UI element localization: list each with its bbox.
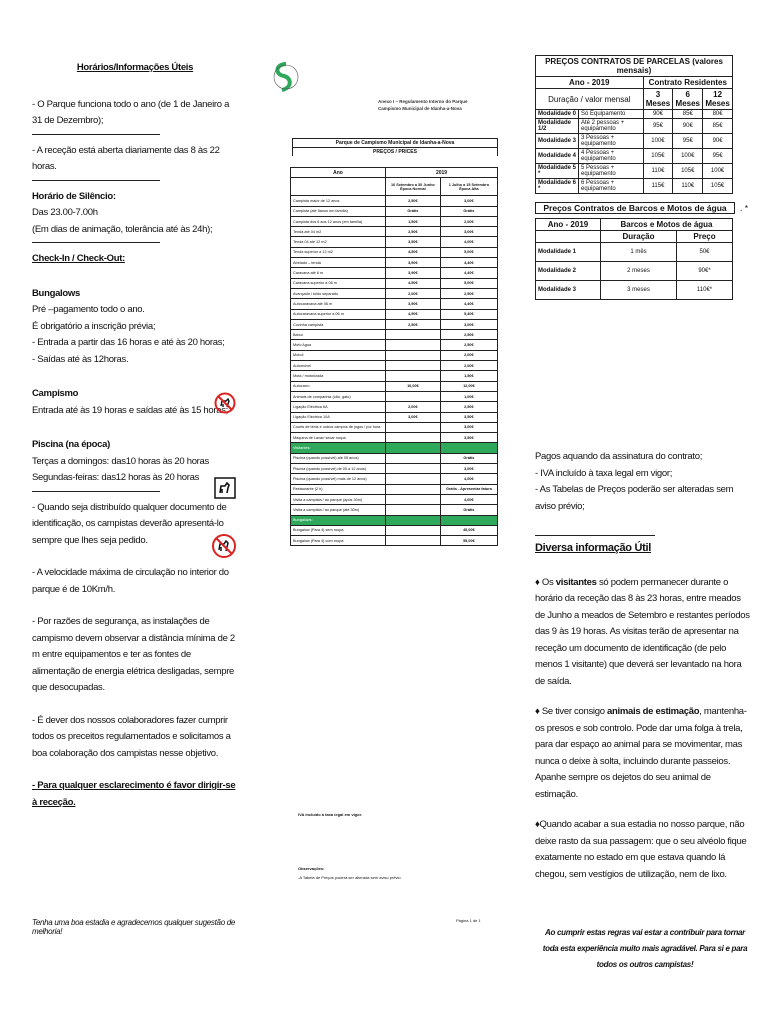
table-row (291, 505, 498, 515)
info-title: Diversa informação Útil (535, 542, 651, 554)
boats-price: Preço (677, 231, 733, 243)
price-normal (386, 361, 441, 371)
price-high: 3,00€ (440, 196, 497, 206)
row-label: Visita a campista / ao parque (após 30m) (291, 494, 386, 504)
right-footer: Ao cumprir estas regras vai estar a contribuir para tornar toda esta experiência muito mais agradável. Para si e para todos os outros campistas! (542, 928, 748, 969)
price-high: 45,00€ (440, 525, 497, 535)
silence-hours: Das 23.00-7.00h (32, 207, 98, 218)
table-row (291, 206, 498, 216)
price-normal: 2,50€ (386, 227, 441, 237)
pets-info (535, 704, 751, 803)
table-row (291, 216, 498, 226)
row-label: Cozinha campista (291, 319, 386, 329)
pets-text: , mantenha-os presos e sob controlo. Pode dar uma folga à trela, para dar espaço ao animal para se movimentar, mas nunca o deixe à solta, incluindo durante passeios. Apanhe sempre os dejetos do seu animal de estimação. (535, 706, 747, 800)
row-label: Ligação Eléctrica 6A (291, 402, 386, 412)
row-label: Caravana superior a 06 m (291, 278, 386, 288)
row-label: Ligação Eléctrica 10A (291, 412, 386, 422)
price-high: 5,40€ (440, 309, 497, 319)
price-high: 3,00€ (440, 464, 497, 474)
table-row (291, 168, 498, 178)
contract-price: 90€ (703, 134, 733, 149)
price-high: 4,40€ (440, 299, 497, 309)
table-row (291, 319, 498, 329)
table-row (536, 149, 733, 164)
price-normal: 3,90€ (386, 258, 441, 268)
pay-line: - IVA incluído à taxa legal em vigor; (535, 467, 673, 479)
price-normal: 2,00€ (386, 402, 441, 412)
price-normal: 10,00€ (386, 381, 441, 391)
price-normal (386, 474, 441, 484)
camping-title: Campismo (32, 388, 79, 399)
row-label: Campista maior de 12 anos (291, 196, 386, 206)
row-label: Bungalow (Para 4) com roupa (291, 536, 386, 546)
contract-price: 110€ (643, 164, 673, 179)
row-label: Atrelado – tenda (291, 258, 386, 268)
table-row (291, 268, 498, 278)
year-label: Ano (291, 168, 386, 178)
row-label: Moto4 (291, 350, 386, 360)
contracts-table (535, 55, 733, 194)
table-row (291, 474, 498, 484)
price-normal (386, 525, 441, 535)
checkin-title: Check-In / Check-Out: (32, 253, 125, 264)
price-normal (386, 330, 441, 340)
price-high: 2,00€ (440, 216, 497, 226)
price-normal (386, 464, 441, 474)
contract-price: 90€ (643, 110, 673, 119)
table-row (291, 178, 498, 196)
price-normal: 1,50€ (386, 216, 441, 226)
boat-duration: 3 meses (601, 281, 677, 300)
price-high: 2,50€ (440, 330, 497, 340)
price-high: 2,00€ (440, 350, 497, 360)
price-normal: 3,50€ (386, 237, 441, 247)
park-header (292, 138, 498, 156)
table-row (536, 219, 733, 231)
season-normal-dates: 16 Setembro a 30 Junho (391, 182, 435, 187)
pets-bold: animais de estimação (607, 706, 700, 717)
table-row (291, 196, 498, 206)
price-high: 5,00€ (440, 247, 497, 257)
months-6 (673, 89, 703, 110)
boat-modality: Modalidade 1 (536, 243, 601, 262)
table-row (536, 164, 733, 179)
row-label: Visita a campista / ao parque (até 30m) (291, 505, 386, 515)
boats-head: Barcos e Motos de água (601, 219, 733, 231)
price-high: 3,50€ (440, 433, 497, 443)
visitors-text: só podem permanecer durante o horário da receção das 8 às 23 horas, entre meados de Junho a meados de Setembro e restantes períodos das 9 às 19 horas. As visitas terão de apresentar na receção um documento de identificação (de pelo menos 1 visitante) que deverá ser levantado na hora de saída. (535, 576, 750, 687)
price-normal (386, 484, 441, 494)
price-high: Grátis (440, 453, 497, 463)
boats-duration: Duração (601, 231, 677, 243)
price-high: 4,40€ (440, 258, 497, 268)
contract-price: 100€ (673, 149, 703, 164)
row-label: Piscina (quando possível) de 05 a 12 anos) (291, 464, 386, 474)
months-3 (643, 89, 673, 110)
price-normal (386, 453, 441, 463)
price-high: 3,00€ (440, 227, 497, 237)
price-normal: 2,00€ (386, 288, 441, 298)
obs-text: -A Tabela de Preços poderá ser alterada sem aviso prévio (298, 875, 401, 880)
bungalows-line: Pré –pagamento todo o ano. (32, 304, 145, 315)
divider (32, 491, 160, 492)
table-row (291, 525, 498, 535)
contract-desc: Até 2 pessoas + equipamento (579, 119, 644, 134)
price-high: 3,50€ (440, 412, 497, 422)
price-high: 2,50€ (440, 402, 497, 412)
contracts-title: PREÇOS CONTRATOS DE PARCELAS (valores mensais) (536, 56, 733, 77)
left-column (32, 60, 238, 811)
contract-price: 80€ (703, 110, 733, 119)
price-high: 55,00€ (440, 536, 497, 546)
price-high: 4,00€ (440, 494, 497, 504)
contract-price: 95€ (703, 149, 733, 164)
row-label: Barco (291, 330, 386, 340)
boat-duration: 1 mês (601, 243, 677, 262)
annex-line: Campismo Municipal de Idanha-a-Nova (378, 106, 462, 111)
row-label: Campista (até 5anos em família) (291, 206, 386, 216)
pool-title: Piscina (na época) (32, 439, 111, 450)
row-label: Autocaravana superior a 06 m (291, 309, 386, 319)
boats-year: Ano - 2019 (536, 219, 601, 231)
boat-duration: 2 meses (601, 262, 677, 281)
table-row (536, 89, 733, 110)
price-normal (386, 391, 441, 401)
row-label: Avançado / toldo separado (291, 288, 386, 298)
row-label: Bungalows: (291, 515, 386, 525)
table-row (536, 179, 733, 194)
boats-title-text: Preços Contratos de Barcos e Motos de água (543, 203, 727, 213)
row-label: Piscina (quando possível) mais de 12 anos) (291, 474, 386, 484)
price-high: Grátis - Apresentar fatura (440, 484, 497, 494)
price-normal: 3,00€ (386, 412, 441, 422)
info-help: - Para qualquer esclarecimento é favor dirigir-se à receção. (32, 780, 236, 808)
contract-modality: Modalidade 0 (536, 110, 579, 119)
price-high: 4,40€ (440, 268, 497, 278)
row-label: Restaurante (2 h) (291, 484, 386, 494)
table-row (291, 494, 498, 504)
camping-line: Entrada até às 19 horas e saídas até às 15 horas; (32, 404, 229, 416)
months-number: 12 (713, 90, 723, 99)
price-normal (386, 350, 441, 360)
contract-desc: 5 Pessoas + equipamento (579, 164, 644, 179)
price-normal (386, 433, 441, 443)
months-word: Meses (645, 99, 671, 108)
table-row (291, 412, 498, 422)
row-label: Moto Agua (291, 340, 386, 350)
iva-note: IVA incluído à taxa legal em vigor. (298, 812, 363, 817)
contract-modality: Modalidade 6 * (536, 179, 579, 194)
price-table (290, 167, 498, 546)
contract-desc: Só Equipamento (579, 110, 644, 119)
pay-line: - As Tabelas de Preços poderão ser alteradas sem aviso prévio; (535, 484, 734, 512)
price-normal: 3,90€ (386, 268, 441, 278)
bullet-text: ♦ Se tiver consigo (535, 706, 608, 717)
table-row (291, 536, 498, 546)
contracts-year: Ano - 2019 (536, 77, 644, 89)
months-number: 6 (685, 90, 690, 99)
contract-desc: 6 Pessoas + equipamento (579, 179, 644, 194)
price-normal (386, 494, 441, 504)
contract-price: 95€ (673, 134, 703, 149)
bungalows-line: - Entrada a partir das 16 horas e até às 20 horas; (32, 337, 225, 348)
table-row (291, 422, 498, 432)
info-safety: - Por razões de segurança, as instalações de campismo devem observar a distância mínima de 2 m entre equipamentos e ter as fontes de alimentação de energia elétrica desligadas, sempre que desocupadas. (32, 616, 235, 693)
table-row (536, 134, 733, 149)
year-value: 2019 (386, 168, 498, 178)
municipality-logo-icon (270, 60, 300, 100)
pool-line: Terças a domingos: das10 horas às 20 horas (32, 455, 209, 467)
contract-price: 95€ (643, 119, 673, 134)
boat-modality: Modalidade 2 (536, 262, 601, 281)
boat-price: 110€* (677, 281, 733, 300)
table-row (291, 433, 498, 443)
price-normal (386, 371, 441, 381)
info-staff: - É dever dos nossos colaboradores fazer cumprir todos os preceitos regulamentados e solicitamos a boa colaboração dos campistas nesse objetivo. (32, 714, 231, 759)
row-label: Bungalow (Para 4) sem roupa (291, 525, 386, 535)
bungalows-line: - Saídas até às 12horas. (32, 353, 129, 365)
dog-toilet-icon (214, 477, 236, 499)
price-normal: 4,50€ (386, 278, 441, 288)
table-row (536, 231, 733, 243)
table-row (536, 262, 733, 281)
divider (32, 242, 160, 243)
price-normal (386, 443, 441, 453)
boat-price: 90€* (677, 262, 733, 281)
table-row (536, 119, 733, 134)
contract-price: 85€ (703, 119, 733, 134)
annex-title (378, 98, 468, 112)
price-normal: 2,50€ (386, 319, 441, 329)
info-reception: - A receção está aberta diariamente das 8 às 22 horas. (32, 144, 220, 172)
price-normal (386, 505, 441, 515)
price-normal: 4,90€ (386, 309, 441, 319)
table-row (536, 243, 733, 262)
price-high: 2,00€ (440, 361, 497, 371)
row-label: Mota / motorizada (291, 371, 386, 381)
bungalows-line: É obrigatório a inscrição prévia; (32, 320, 156, 332)
table-row (291, 515, 498, 525)
price-normal (386, 536, 441, 546)
row-label: Tenda superior a 12 m2 (291, 247, 386, 257)
price-high: Grátis (440, 505, 497, 515)
contract-price: 100€ (643, 134, 673, 149)
table-row (536, 77, 733, 89)
table-row (291, 464, 498, 474)
header-blank (291, 178, 386, 196)
table-row (291, 309, 498, 319)
pay-line: Pagos aquando da assinatura do contrato; (535, 451, 703, 462)
months-12 (703, 89, 733, 110)
season-high-dates: 1 Julho a 15 Setembro (448, 182, 490, 187)
contract-price: 110€ (673, 179, 703, 194)
table-row (291, 453, 498, 463)
contract-modality: Modalidade 3 (536, 134, 579, 149)
row-label: Visitantes: (291, 443, 386, 453)
info-speed: - A velocidade máxima de circulação no interior do parque é de 10Km/h. (32, 567, 229, 595)
row-label: Autocarro (291, 381, 386, 391)
contracts-residents: Contrato Residentes (643, 77, 732, 89)
price-normal (386, 422, 441, 432)
divider (535, 535, 655, 536)
row-label: Tenda 04 até 12 m2 (291, 237, 386, 247)
price-high: 1,00€ (440, 391, 497, 401)
price-high (440, 515, 497, 525)
price-normal: 2,50€ (386, 196, 441, 206)
visitors-bold: visitantes (555, 576, 597, 588)
table-row (291, 227, 498, 237)
price-high (440, 443, 497, 453)
silence-title: Horário de Silêncio: (32, 190, 116, 202)
table-row (291, 391, 498, 401)
months-word: Meses (705, 99, 730, 108)
row-label: Autocaravana até 06 m (291, 299, 386, 309)
bungalows-title: Bungalows (32, 287, 80, 299)
price-high: 4,00€ (440, 237, 497, 247)
bullet-text: ♦ Os (535, 576, 556, 588)
contract-price: 115€ (643, 179, 673, 194)
price-high: 4,00€ (440, 474, 497, 484)
season-high-label: Época Alta (459, 186, 479, 191)
contract-desc: 4 Pessoas + equipamento (579, 149, 644, 164)
info-open-year: - O Parque funciona todo o ano (de 1 de Janeiro a 31 de Dezembro); (32, 98, 230, 126)
contract-modality: Modalidade 1/2 (536, 119, 579, 134)
price-document (270, 60, 498, 930)
table-row (536, 281, 733, 300)
row-label: Courts de ténis e outros campos de jogos / por hora (291, 422, 386, 432)
contract-price: 100€ (703, 164, 733, 179)
months-word: Meses (675, 99, 700, 108)
contract-price: 85€ (673, 110, 703, 119)
table-row (291, 371, 498, 381)
contract-price: 90€ (673, 119, 703, 134)
price-high: Grátis (440, 206, 497, 216)
info-id-document: - Quando seja distribuído qualquer documento de identificação, os campistas deverão apresentá-lo sempre que lhes seja pedido. (32, 501, 227, 546)
leave-info: ♦Quando acabar a sua estadia no nosso parque, não deixe rasto da sua passagem: que o seu alvéolo fique exatamente no estado em que estava quando lá chegou, sem vestígios de utilização, nem de lixo. (535, 819, 747, 880)
season-normal-header (386, 178, 441, 196)
useful-info-title: Horários/Informações Úteis (76, 62, 194, 73)
row-label: Máquina de Lavar/ secar roupa (291, 433, 386, 443)
contract-price: 105€ (673, 164, 703, 179)
row-label: Caravana até 6 m (291, 268, 386, 278)
price-normal: Grátis (386, 206, 441, 216)
divider (32, 134, 160, 135)
park-title: Parque de Campismo Municipal de Idanha-a-Nova (292, 138, 498, 147)
no-dogs-icon (211, 533, 237, 559)
price-high: 1,50€ (440, 371, 497, 381)
page-number: Página 1 de 1 (456, 918, 481, 923)
boats-table (535, 218, 733, 300)
duration-label: Duração / valor mensal (536, 89, 644, 110)
season-high-header (440, 178, 497, 196)
price-normal: 4,50€ (386, 247, 441, 257)
boats-star: . * (739, 203, 748, 213)
months-number: 3 (655, 90, 661, 99)
price-high: 5,00€ (440, 278, 497, 288)
table-row (291, 299, 498, 309)
obs-title: Observações: (298, 866, 325, 871)
boat-modality: Modalidade 3 (536, 281, 601, 300)
right-info (535, 449, 751, 883)
boats-title (535, 202, 748, 214)
no-dogs-icon (214, 392, 236, 414)
row-label: Campista dos 6 aos 12 anos (em família) (291, 216, 386, 226)
row-label: Piscina (quando possível) até 05 anos) (291, 453, 386, 463)
table-row (291, 350, 498, 360)
header-blank (536, 231, 601, 243)
left-footer: Tenha uma boa estadia e agradecemos qualquer sugestão de melhoria! (32, 918, 236, 936)
table-row (291, 247, 498, 257)
price-high: 12,00€ (440, 381, 497, 391)
table-row (291, 278, 498, 288)
price-normal: 3,90€ (386, 299, 441, 309)
table-row (291, 340, 498, 350)
table-row (291, 402, 498, 412)
table-row (291, 443, 498, 453)
price-high: 3,00€ (440, 319, 497, 329)
contracts-section (535, 55, 748, 300)
price-normal (386, 340, 441, 350)
contract-price: 105€ (643, 149, 673, 164)
table-row (291, 361, 498, 371)
table-row (536, 110, 733, 119)
table-row (291, 288, 498, 298)
table-row (291, 237, 498, 247)
divider (32, 180, 160, 181)
contract-desc: 3 Pessoas + equipamento (579, 134, 644, 149)
contract-price: 105€ (703, 179, 733, 194)
visitors-info (535, 575, 751, 691)
pool-line: Segundas-feiras: das12 horas às 20 horas (32, 472, 200, 483)
annex-line: Anexo I – Regulamento Interno do Parque (378, 99, 468, 104)
price-high: 2,50€ (440, 288, 497, 298)
row-label: Automóvel (291, 361, 386, 371)
table-row (291, 330, 498, 340)
price-normal (386, 515, 441, 525)
season-normal-label: Época Normal (400, 186, 426, 191)
price-high: 3,00€ (440, 422, 497, 432)
row-label: Tenda até 04 m2 (291, 227, 386, 237)
row-label: Animais de companhia (cão, gato) (291, 391, 386, 401)
table-row (291, 484, 498, 494)
price-high: 2,50€ (440, 340, 497, 350)
boat-price: 50€ (677, 243, 733, 262)
contract-modality: Modalidade 5 * (536, 164, 579, 179)
silence-tolerance: (Em dias de animação, tolerância até às 24h); (32, 223, 213, 235)
table-row (291, 258, 498, 268)
contract-modality: Modalidade 4 (536, 149, 579, 164)
table-row (536, 56, 733, 77)
prices-title: PREÇOS / PRICES (292, 147, 498, 156)
table-row (291, 381, 498, 391)
